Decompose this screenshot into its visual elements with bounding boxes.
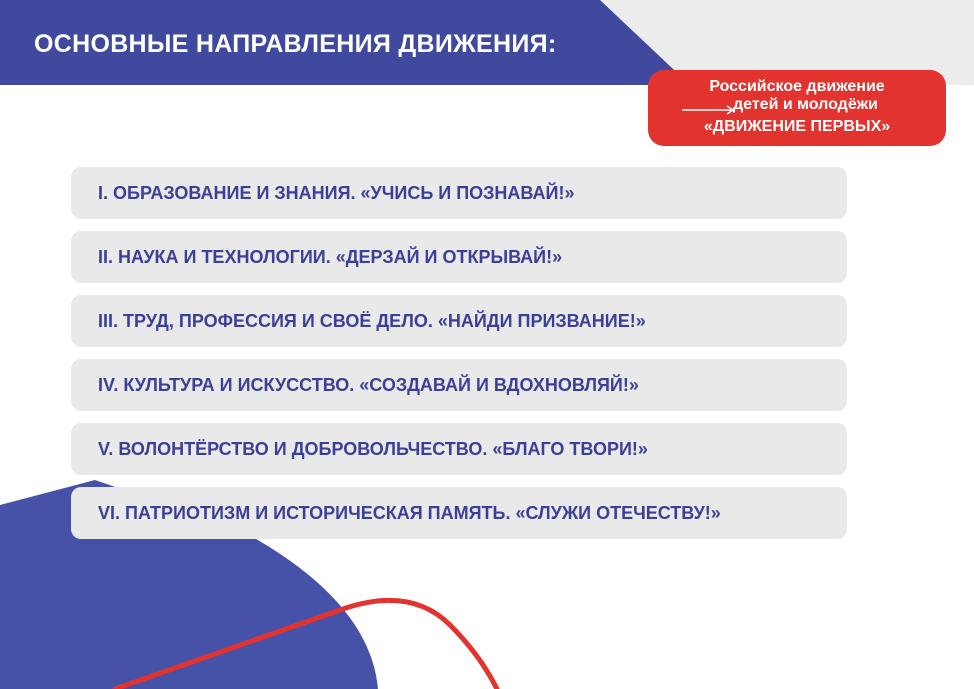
direction-item-education: I. ОБРАЗОВАНИЕ И ЗНАНИЯ. «УЧИСЬ И ПОЗНАВАЙ!» — [71, 167, 847, 219]
directions-list — [71, 167, 847, 551]
direction-item-culture: IV. КУЛЬТУРА И ИСКУССТВО. «СОЗДАВАЙ И ВДОХНОВЛЯЙ!» — [71, 359, 847, 411]
badge-line-2: детей и молодёжи — [733, 96, 878, 113]
page-title: ОСНОВНЫЕ НАПРАВЛЕНИЯ ДВИЖЕНИЯ: — [34, 30, 557, 58]
badge-line-3: «ДВИЖЕНИЕ ПЕРВЫХ» — [703, 118, 891, 135]
movement-logo-badge — [648, 70, 946, 146]
direction-item-volunteering: V. ВОЛОНТЁРСТВО И ДОБРОВОЛЬЧЕСТВО. «БЛАГО ТВОРИ!» — [71, 423, 847, 475]
direction-item-science: II. НАУКА И ТЕХНОЛОГИИ. «ДЕРЗАЙ И ОТКРЫВАЙ!» — [71, 231, 847, 283]
badge-line-1: Российское движение — [709, 78, 885, 95]
direction-item-labor: III. ТРУД, ПРОФЕССИЯ И СВОЁ ДЕЛО. «НАЙДИ ПРИЗВАНИЕ!» — [71, 295, 847, 347]
direction-item-patriotism: VI. ПАТРИОТИЗМ И ИСТОРИЧЕСКАЯ ПАМЯТЬ. «СЛУЖИ ОТЕЧЕСТВУ!» — [71, 487, 847, 539]
